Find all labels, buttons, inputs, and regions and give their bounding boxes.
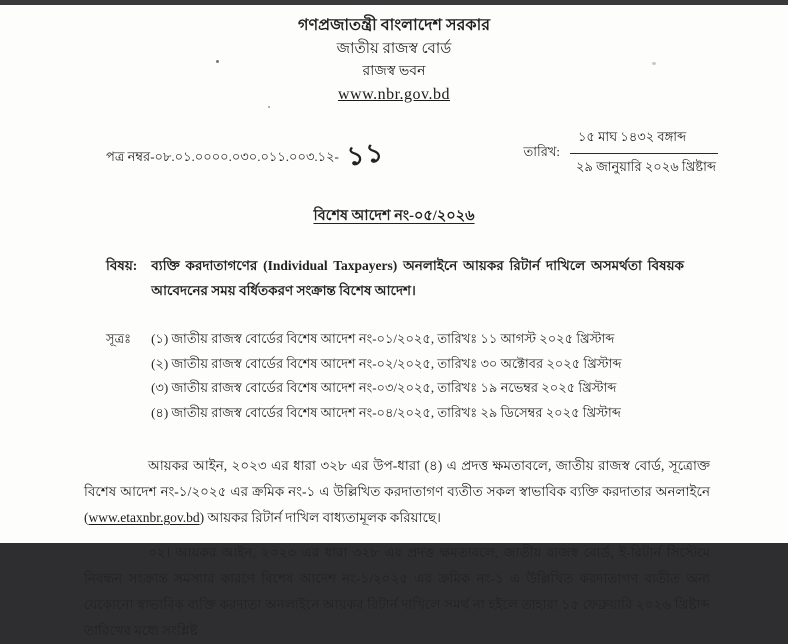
scan-speck xyxy=(268,106,270,108)
references-section xyxy=(106,327,728,425)
nbr-website-link[interactable]: www.nbr.gov.bd xyxy=(337,86,451,103)
subject-text: ব্যক্তি করদাতাগণের (Individual Taxpayers) অনলাইনে আয়কর রিটার্ন দাখিলে অসমর্থতা বিষয়ক আবেদনের সময় বর্ধিতকরণ সংক্রান্ত বিশেষ আদেশ। xyxy=(151,258,684,298)
government-name: গণপ্রজাতন্ত্রী বাংলাদেশ সরকার xyxy=(297,17,491,34)
date-bangla-calendar: ১৫ মাঘ ১৪৩২ বঙ্গাব্দ xyxy=(570,128,718,154)
subject-label: বিষয়: xyxy=(106,258,138,273)
window-top-bar xyxy=(0,0,788,5)
para1-text-before: আয়কর আইন, ২০২৩ এর ধারা ৩২৮ এর উপ-ধারা (৪) এ প্রদত্ত ক্ষমতাবলে, জাতীয় রাজস্ব বোর্ড, সূত্রোক্ত বিশেষ আদেশ নং-১/২০২৫ এর ক্রমিক নং-১ এ উল্লিখিত করদাতাগণ ব্যতীত সকল স্বাভাবিক ব্যক্তি করদাতার অনলাইনে ( xyxy=(84,458,710,525)
reference-item-4: (৪) জাতীয় রাজস্ব বোর্ডের বিশেষ আদেশ নং-০৪/২০২৫, তারিখঃ ২৯ ডিসেম্বর ২০২৫ খ্রিস্টাব্দ xyxy=(151,404,621,420)
date-stack xyxy=(570,128,718,179)
references-list xyxy=(151,327,728,425)
reference-item-1: (১) জাতীয় রাজস্ব বোর্ডের বিশেষ আদেশ নং-০১/২০২৫, তারিখঃ ১১ আগস্ট ২০২৫ খ্রিস্টাব্দ xyxy=(151,331,615,346)
reference-item-2: (২) জাতীয় রাজস্ব বোর্ডের বিশেষ আদেশ নং-০২/২০২৫, তারিখঃ ৩০ অক্টোবর ২০২৫ খ্রিস্টাব্দ xyxy=(151,355,622,371)
date-gregorian-calendar: ২৯ জানুয়ারি ২০২৬ খ্রিষ্টাব্দ xyxy=(576,159,716,174)
date-label: তারিখ: xyxy=(523,144,560,159)
building-name: রাজস্ব ভবন xyxy=(362,64,426,79)
memo-number-label: পত্র নম্বর-০৮.০১.০০০০.০৩০.০১১.০০৩.১২- xyxy=(106,148,339,164)
body-paragraph-1 xyxy=(84,453,710,531)
scan-speck xyxy=(216,60,219,63)
references-label: সূত্রঃ xyxy=(106,331,132,346)
body-paragraph-2: ০২। আয়কর আইন, ২০২৩ এর ধারা ৩২৮ এর প্রদত্ত ক্ষমতাবলে, জাতীয় রাজস্ব বোর্ড, ই-রিটার্ন সিস্টেমে নিবন্ধন সংক্রান্ত সমস্যার কারণে বিশেষ আদেশ নং-১/২০২৫ এর ক্রমিক নং-১ এ উল্লিখিত করদাতাগণ ব্যতীত অন্য যেকোনো স্বাভাবিক ব্যক্তি করদাতা অনলাইনে আয়কর রিটার্ন দাখিলে সমর্থ না হইলে তাহারা ১৫ ফেব্রুয়ারি ২০২৬ খ্রিষ্টাব্দ তারিখের মধ্যে সংশ্লিষ্ট xyxy=(84,545,710,638)
etaxnbr-link[interactable]: www.etaxnbr.gov.bd xyxy=(88,510,200,525)
date-block xyxy=(523,128,718,179)
para1-text-after: ) আয়কর রিটার্ন দাখিল বাধ্যতামূলক করিয়াছে। xyxy=(199,510,441,525)
order-title: বিশেষ আদেশ নং-০৫/২০২৬ xyxy=(313,208,475,224)
memo-number-handwritten: ১১ xyxy=(345,137,387,171)
reference-item-3: (৩) জাতীয় রাজস্ব বোর্ডের বিশেষ আদেশ নং-০৩/২০২৫, তারিখঃ ১৯ নভেম্বর ২০২৫ খ্রিস্টাব্দ xyxy=(151,380,617,395)
scan-speck xyxy=(652,62,656,65)
memo-date-row xyxy=(106,128,718,179)
subject-section xyxy=(106,253,684,303)
memo-number-line xyxy=(106,132,385,176)
letterhead xyxy=(0,0,788,104)
organization-name: জাতীয় রাজস্ব বোর্ড xyxy=(336,41,452,57)
